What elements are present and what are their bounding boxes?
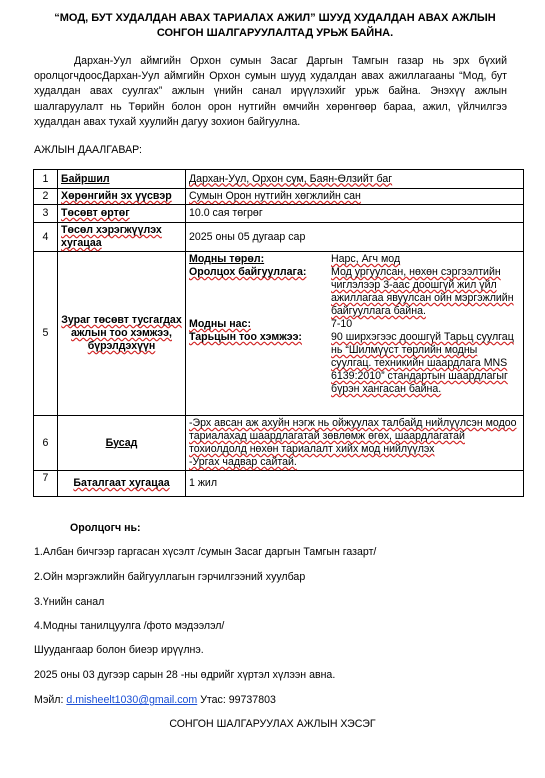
other-note: -Эрх авсан аж ахуйн нэгж нь ойжуулах талбайд нийлүүлсэн модоо тариалахад шаардлагатай зөвлөмж өгөх, шаардлагатай тохиолдолд нөхөн тариалалт хийх мод нийлүүлэх <box>189 417 517 455</box>
task-label: АЖЛЫН ДААЛГАВАР: <box>34 144 142 156</box>
task-table <box>33 169 524 497</box>
list-item: 2025 оны 03 дугээр сарын 28 -ны өдрийг хүртэл хүлээн авна. <box>34 669 336 681</box>
phone-text: Утас: 99737803 <box>200 694 276 706</box>
table-row <box>34 471 524 497</box>
detail-key: Модны төрөл: <box>189 253 265 265</box>
detail-key: Оролцох байгууллага: <box>189 266 307 278</box>
row-value: 2025 оны 05 дугаар сар <box>186 223 524 252</box>
detail-value: Мод ургуулсан, нөхөн сэргээлтийн чиглэлээр 3-аас доошгүй жил үйл ажиллагаа явуулсан ойн мэргэжлийн байгууллага байна. <box>331 266 514 317</box>
row-value: 10.0 сая төгрөг <box>186 205 524 223</box>
detail-value: Нарс, Агч мод <box>331 253 401 265</box>
row-value <box>186 252 524 416</box>
contact-line <box>34 693 276 707</box>
row-number: 6 <box>34 416 58 471</box>
row-heading: Зураг төсөвт тусгагдах ажлын тоо хэмжээ, бүрэлдэхүүн <box>58 252 186 416</box>
detail-value: 7-10 <box>331 318 353 330</box>
table-row <box>34 416 524 471</box>
list-item: 4.Модны танилцуулга /фото мэдээлэл/ <box>34 620 225 632</box>
detail-key: Модны нас: <box>189 318 251 330</box>
other-note: -Ургах чадвар сайтай. <box>189 456 297 468</box>
requirements-heading: Оролцогч нь: <box>70 522 141 534</box>
table-row <box>34 205 524 223</box>
detail-item <box>189 318 520 331</box>
list-item: 2.Ойн мэргэжлийн байгууллагын гэрчилгээний хуулбар <box>34 571 306 583</box>
row-number: 3 <box>34 205 58 223</box>
detail-value: 90 ширхэгээс доошгүй Тарьц суулгац нь “Шилмүүст төрлийн модны суулгац. техникийн шаардлага MNS 6139:2010” стандартын шаардлагыг бүрэн хангасан байна. <box>331 331 514 395</box>
table-row <box>34 170 524 189</box>
document-title: “МОД, БУТ ХУДАЛДАН АВАХ ТАРИАЛАХ АЖИЛ” ШУУД ХУДАЛДАН АВАХ АЖЛЫН СОНГОН ШАЛГАРУУЛАЛТАД УРЬЖ БАЙНА. <box>54 12 496 39</box>
detail-item <box>189 331 520 396</box>
table-row <box>34 252 524 416</box>
table-row <box>34 189 524 205</box>
row-heading: Төсөвт өртөг <box>58 205 186 223</box>
intro-paragraph: Дархан-Уул аймгийн Орхон сумын Засаг Даргын Тамгын газар нь эрх бүхий оролцогчдоосДархан-Уул аймгийн Орхон сумын шууд худалдан авах ажиллагааны “Мод, бут худалдан авах суулгах” ажлын үнийн санал ирүүлэхийг урьж байна. Энэхүү ажлын шалгаруулалт нь Төрийн болон орон нутгийн өмчийн хөрөнгөөр бараа, ажил, үйлчилгээ худалдан авах тухай хуулийн дагуу зохион байгуулна. <box>34 55 507 128</box>
row-value: Дархан-Уул, Орхон сум, Баян-Өлзийт баг <box>186 170 524 189</box>
row-number: 5 <box>34 252 58 416</box>
email-label: Мэйл: <box>34 694 64 706</box>
row-number: 2 <box>34 189 58 205</box>
row-value <box>186 416 524 471</box>
footer-signature: СОНГОН ШАЛГАРУУЛАХ АЖЛЫН ХЭСЭГ <box>169 718 376 730</box>
detail-key: Тарьцын тоо хэмжээ: <box>189 331 302 343</box>
row-heading: Байршил <box>58 170 186 189</box>
list-item: Шуудангаар болон биеэр ирүүлнэ. <box>34 644 204 656</box>
row-heading: Бусад <box>58 416 186 471</box>
detail-item <box>189 266 520 318</box>
list-item: 1.Албан бичгээр гаргасан хүсэлт /сумын Засаг даргын Тамгын газарт/ <box>34 546 377 558</box>
table-row <box>34 223 524 252</box>
email-link[interactable]: d.misheelt1030@gmail.com <box>66 694 198 706</box>
row-value: 1 жил <box>186 471 524 497</box>
row-number: 1 <box>34 170 58 189</box>
list-item: 3.Үнийн санал <box>34 596 105 608</box>
row-number: 7 <box>34 471 58 497</box>
row-value: Сумын Орон нутгийн хөгжлийн сан <box>186 189 524 205</box>
detail-item <box>189 253 520 266</box>
row-heading: Хөрөнгийн эх үүсвэр <box>58 189 186 205</box>
row-number: 4 <box>34 223 58 252</box>
row-heading: Төсөл хэрэгжүүлэх хугацаа <box>58 223 186 252</box>
row-heading: Баталгаат хугацаа <box>58 471 186 497</box>
